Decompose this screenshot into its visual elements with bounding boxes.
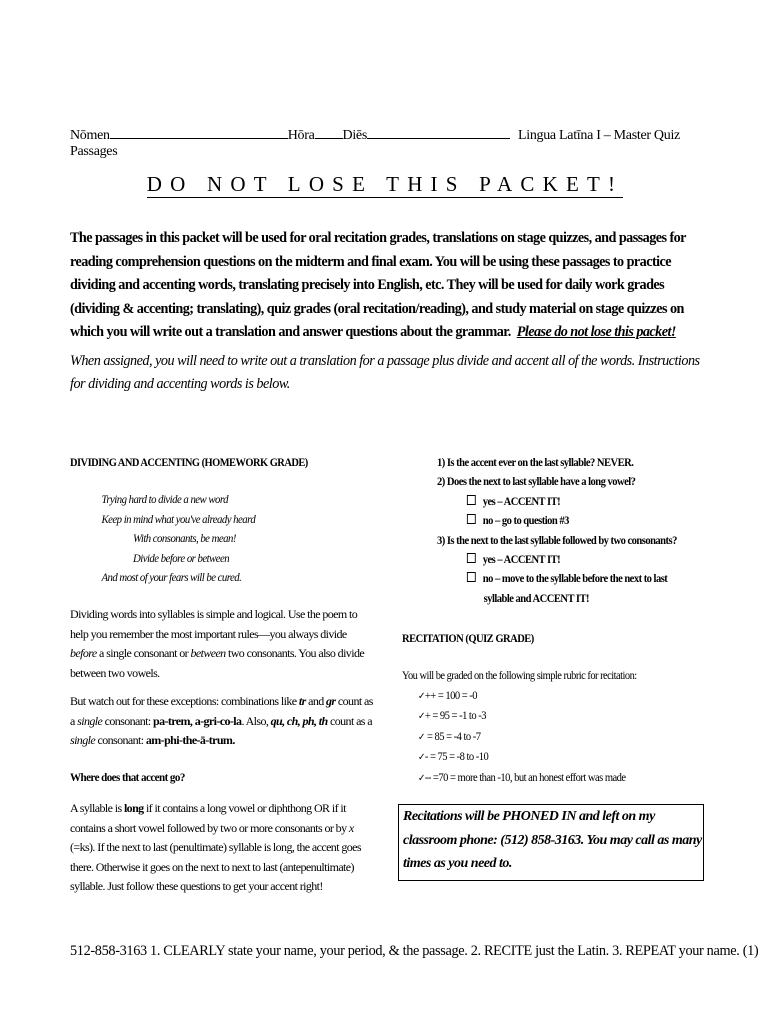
intro-paragraph: The passages in this packet will be used for oral recitation grades, translations on stage quizzes, and passages for reading comprehension questions on the midterm and final exam. You will be using these passages to practice dividing and accenting words, translating precisely into English, etc. They will be used for daily work grades (dividing & accenting; translating), quiz grades (oral recitation/reading), and study material on stage quizzes on which you will write out a translation and answer questions about the grammar. Please do not lose this packet! (70, 230, 686, 340)
accent-heading: Where does that accent go? (70, 770, 185, 784)
footer-instructions: 512-858-3163 1. CLEARLY state your name, your period, & the passage. 2. RECITE just the Latin. 3. REPEAT your name. (1) (70, 943, 759, 959)
recitation-heading: RECITATION (QUIZ GRADE) (402, 631, 534, 645)
check-mark-icon: ✓ (418, 772, 425, 784)
rubric-list (418, 686, 654, 788)
question-1: 1) Is the accent ever on the last syllable? NEVER. (437, 455, 634, 469)
question-2: 2) Does the next to last syllable have a long vowel? (437, 474, 636, 489)
intro-emphasis: Please do not lose this packet! (516, 324, 676, 340)
poem-line: With consonants, be mean! (133, 531, 236, 545)
poem (70, 490, 370, 588)
accent-questions (437, 453, 727, 608)
nomen-label: Nōmen (70, 128, 110, 143)
page-title: DO NOT LOSE THIS PACKET! (146, 172, 624, 196)
question-3-no: no – move to the syllable before the next to last (437, 569, 692, 588)
checkbox-icon (467, 572, 476, 582)
dividing-rules-paragraph: Dividing words into syllables is simple and logical. Use the poem to help you remember the most important rules—you always divide before a single consonant or between two consonants. You also divide between two vowels. (70, 607, 365, 680)
checkbox-icon (467, 514, 476, 524)
dies-label: Diēs (342, 128, 367, 143)
course-title: Lingua Latīna I – Master Quiz Passages (70, 128, 680, 159)
rubric-item: ✓-- =70 = more than -10, but an honest effort was made (418, 769, 626, 784)
checkbox-icon (467, 495, 476, 505)
question-2-no: no – go to question #3 (437, 511, 692, 530)
hora-label: Hōra (287, 128, 315, 143)
rubric-item: ✓- = 75 = -8 to -10 (418, 749, 489, 764)
question-3-no-cont: syllable and ACCENT IT! (483, 590, 589, 605)
rubric-item: ✓++ = 100 = -0 (418, 688, 478, 702)
poem-line: Divide before or between (133, 550, 230, 565)
question-3: 3) Is the next to the last syllable followed by two consonants? (437, 532, 677, 547)
rubric-intro: You will be graded on the following simple rubric for recitation: (402, 668, 637, 682)
question-3-yes: yes – ACCENT IT! (437, 550, 692, 569)
check-mark-icon: ✓ (418, 731, 425, 743)
accent-rules-paragraph: A syllable is long if it contains a long vowel or diphthong OR if it contains a short vowel followed by two or more consonants or by x (=ks). If the next to last (penultimate) syllable is long, the accent goes there. Otherwise it goes on the next to next to last (antepenultimate) syllable. Just follow these questions to get your accent right! (70, 801, 361, 894)
phone-box-text: Recitations will be PHONED IN and left on my classroom phone: (512) 858-3163. You may call as many times as you need to. (403, 809, 702, 871)
poem-line: Keep in mind what you've already heard (101, 511, 256, 526)
rubric-item: ✓+ = 95 = -1 to -3 (418, 708, 486, 723)
poem-line: And most of your fears will be cured. (101, 570, 242, 584)
check-mark-icon: ✓ (418, 711, 425, 723)
nomen-blank[interactable] (110, 125, 288, 139)
poem-line: Trying hard to divide a new word (101, 492, 229, 506)
assignment-note: When assigned, you will need to write out a translation for a passage plus divide and accent all of the words. Instructions for dividing and accenting words is below. (70, 353, 700, 392)
hora-blank[interactable] (315, 125, 343, 139)
check-mark-icon: ✓ (418, 752, 425, 764)
name-line-header (70, 125, 700, 160)
check-mark-icon: ✓ (418, 691, 425, 702)
checkbox-icon (467, 553, 476, 563)
question-2-yes: yes – ACCENT IT! (437, 492, 692, 511)
dies-blank[interactable] (367, 125, 510, 139)
rubric-item: ✓ = 85 = -4 to -7 (418, 728, 481, 743)
exceptions-paragraph: But watch out for these exceptions: combinations like tr and gr count as a single consonant: pa-trem, a-gri-co-la. Also, qu, ch, ph, th count as a single consonant: am-phi-the-ā-trum. (70, 694, 373, 748)
dividing-heading: DIVIDING AND ACCENTING (HOMEWORK GRADE) (70, 455, 308, 469)
